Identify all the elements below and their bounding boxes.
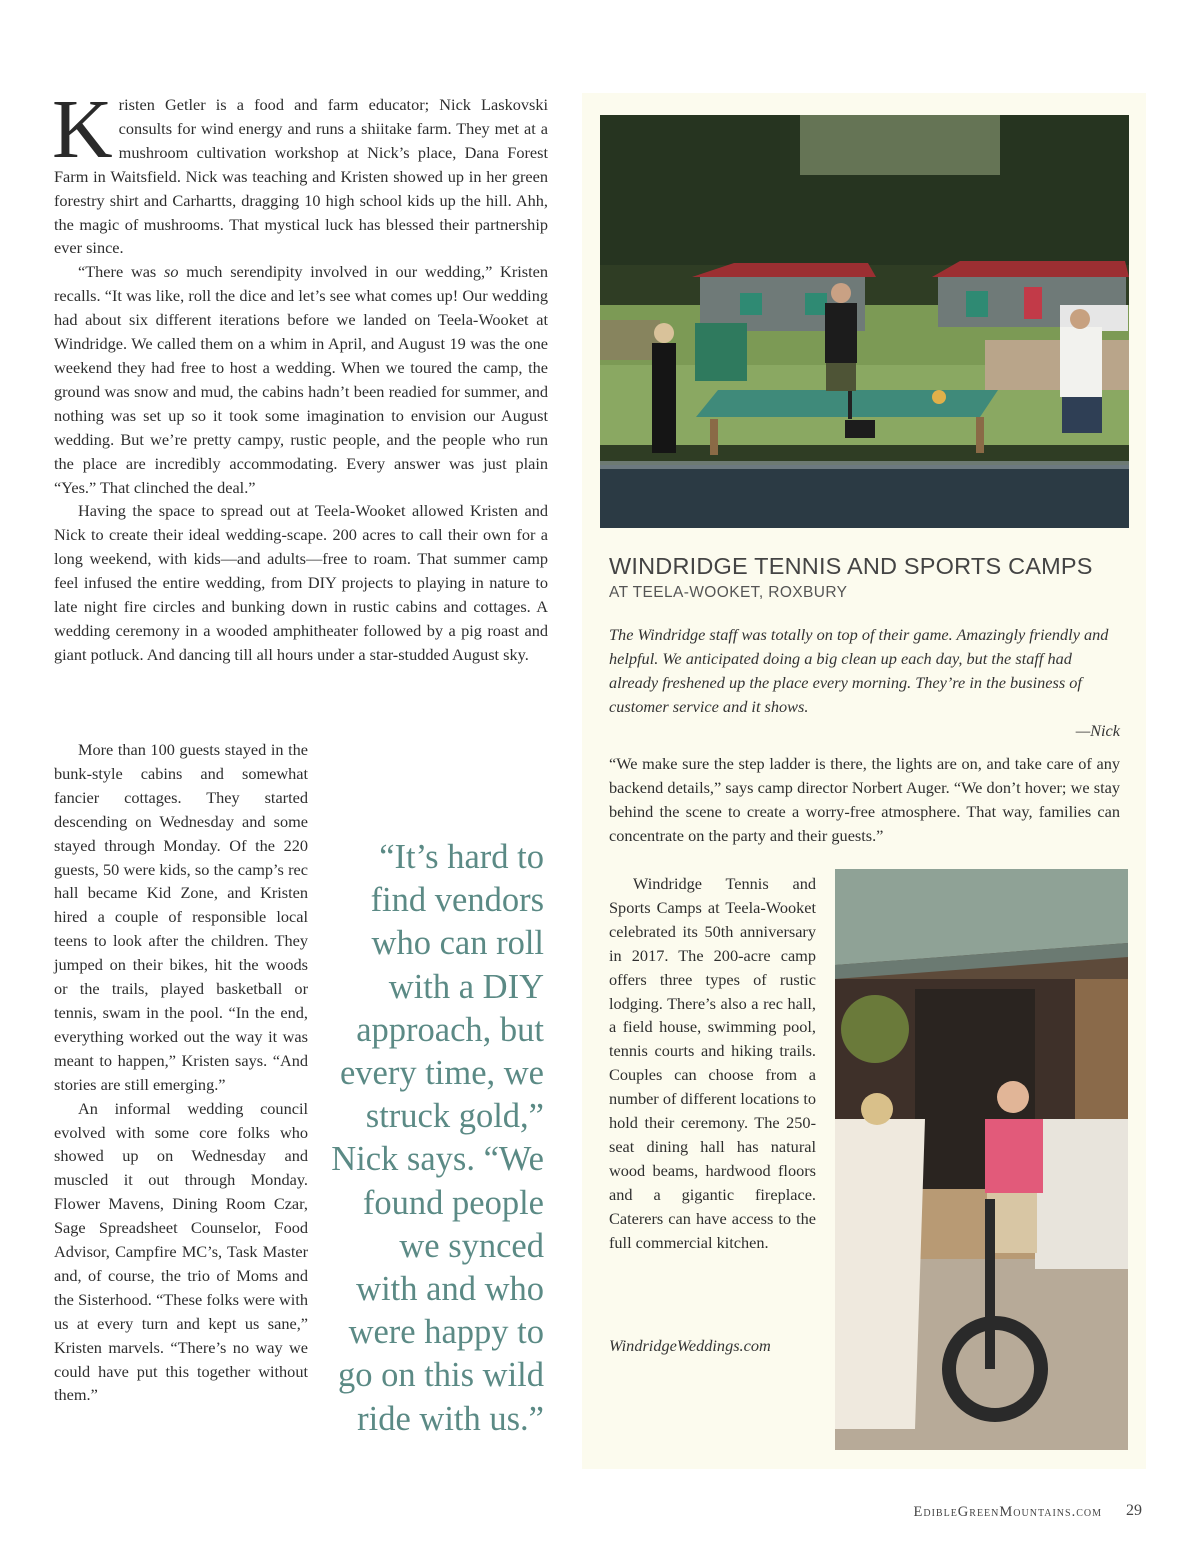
sidebar-body-2: Windridge Tennis and Sports Camps at Teela-Wooket celebrated its 50th anniversary in 2017. The 200-acre camp offers three types of rustic lodging. There’s also a rec hall, a field house, swimming pool, tennis courts and hiking trails. Couples can choose from a number of different locations to hold their ceremony. The 250-seat dining hall has natural wood beams, hardwood floors and a gigantic fireplace. Caterers can have access to the full commercial kitchen. [609, 874, 816, 1252]
sidebar-heading: WINDRIDGE TENNIS AND SPORTS CAMPS [609, 553, 1093, 579]
drop-cap: K [52, 83, 113, 176]
article-paragraph-2: “There was so much serendipity involved in our wedding,” Kristen recalls. “It was like, roll the dice and let’s see what comes up! Our wedding had about six different iterations before we landed on Teela-Wooket at Windridge. We called them on a whim in April, and August 19 was the one weekend they had free to host a wedding. When we toured the camp, the ground was snow and mud, the cabins hadn’t been readied for summer, and nothing was set up so it took some imagination to envision our August wedding. But we’re pretty campy, rustic people, and the people who run the place are incredibly accommodating. Every answer was just plain “Yes.” That clinched the deal.” [54, 262, 548, 497]
page-number: 29 [1126, 1502, 1142, 1519]
article-lower-column [54, 738, 308, 1407]
sidebar-subheading: AT TEELA-WOOKET, ROXBURY [609, 584, 848, 601]
sidebar-website: WindridgeWeddings.com [609, 1336, 771, 1355]
ping-pong-photo [600, 115, 1129, 528]
sidebar-attribution: —Nick [1075, 721, 1120, 740]
article-paragraph-5: An informal wedding council evolved with some core folks who showed up on Wednesday and muscled it out through Monday. Flower Mavens, Dining Room Czar, Sage Spreadsheet Counselor, Food Advisor, Campfire MC’s, Task Master and, of course, the trio of Moms and the Sisterhood. “These folks were with us at every turn and kept us sane,” Kristen marvels. “There’s no way we could have put this together without them.” [54, 1098, 308, 1405]
article-paragraph-4: More than 100 guests stayed in the bunk-style cabins and somewhat fancier cottages. They started descending on Wednesday and some stayed through Monday. Of the 220 guests, 50 were kids, so the camp’s rec hall became Kid Zone, and Kristen hired a couple of responsible local teens to look after the children. They jumped on their bikes, hit the woods or the trails, played basketball or tennis, swam in the pool. “In the end, everything worked out the way it was meant to happen,” Kristen says. “And stories are still emerging.” [54, 740, 308, 1094]
pull-quote: “It’s hard to find vendors who can roll with a DIY approach, but every time, we struck gold,” Nick says. “We found people we synced with and who were happy to go on this wild ride with us.” [331, 838, 544, 1438]
footer-site-name: EdibleGreenMountains.com [913, 1504, 1102, 1520]
article-paragraph-3: Having the space to spread out at Teela-Wooket allowed Kristen and Nick to create their ideal wedding-scape. 200 acres to call their own for a long weekend, with kids—and adults—free to roam. That summer camp feel infused the entire wedding, from DIY projects to playing in nature to late night fire circles and bunking down in rustic cabins and cottages. A wedding ceremony in a wooded amphitheater followed by a pig roast and giant potluck. And dancing till all hours under a star-studded August sky. [54, 501, 548, 664]
bride-and-boy-photo [835, 869, 1128, 1450]
sidebar-body-1: “We make sure the step ladder is there, the lights are on, and take care of any backend details,” says camp director Norbert Auger. “We don’t hover; we stay behind the scene to create a worry-free atmosphere. That way, families can concentrate on the party and their guests.” [609, 754, 1120, 845]
article-main-column [52, 83, 548, 667]
sidebar-testimonial: The Windridge staff was totally on top of their game. Amazingly friendly and helpful. We anticipated doing a big clean up each day, but the staff had already freshened up the place every morning. They’re in the business of customer service and it shows. [609, 625, 1109, 716]
article-paragraph-1: Kristen Getler is a food and farm educator; Nick Laskovski consults for wind energy and runs a shiitake farm. They met at a mushroom cultivation workshop at Nick’s place, Dana Forest Farm in Waitsfield. Nick was teaching and Kristen showed up in her green forestry shirt and Carhartts, dragging 10 high school kids up the hill. Ahh, the magic of mushrooms. That mystical luck has blessed their partnership ever since. [52, 83, 548, 258]
